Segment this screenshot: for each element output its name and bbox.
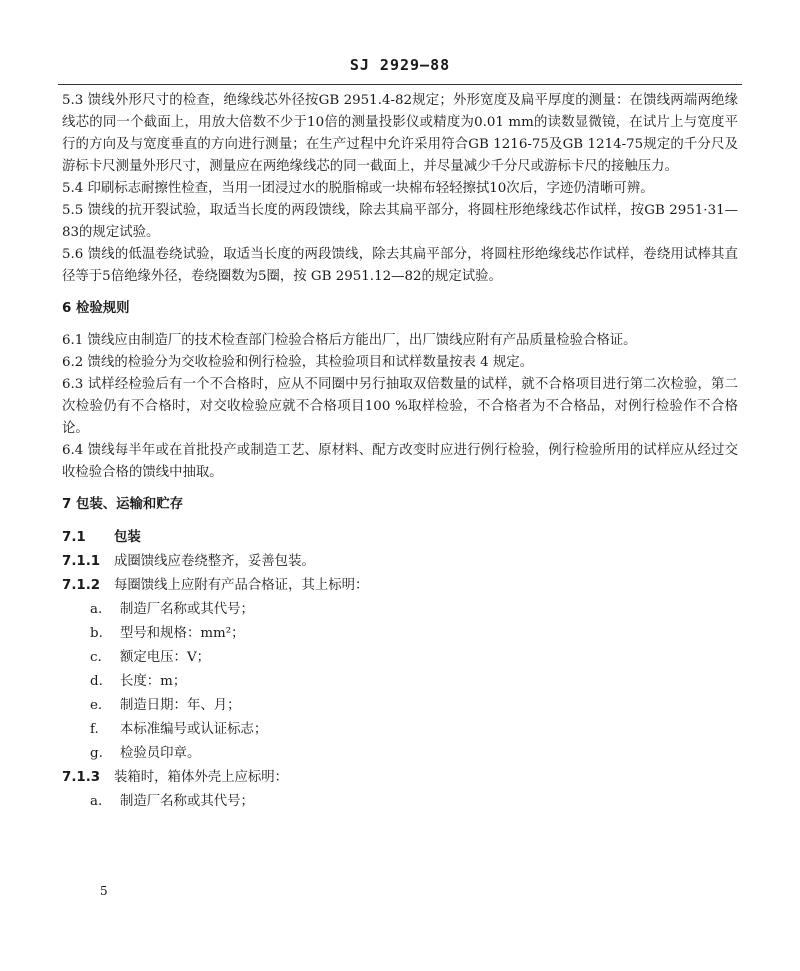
clause-7-1-2: [62, 574, 738, 598]
clause-text: 成圈馈线应卷绕整齐，妥善包装。: [114, 554, 315, 569]
section-7-heading: 7 包装、运输和贮存: [62, 497, 184, 512]
clause-6-1: 6.1 馈线应由制造厂的技术检查部门检验合格后方能出厂，出厂馈线应附有产品质量检验合格证。: [62, 333, 637, 348]
clause-text: 装箱时，箱体外壳上应标明：: [114, 770, 289, 785]
clause-7-1: [62, 526, 738, 550]
list-item: f. 本标准编号或认证标志；: [90, 722, 268, 737]
clause-7-1-3: [62, 766, 738, 790]
clause-number: 7.1.3: [62, 770, 101, 785]
document-header: SJ 2929—88: [349, 56, 451, 74]
list-item: a. 制造厂名称或其代号；: [90, 794, 254, 809]
clause-number: 7.1: [62, 530, 86, 545]
clause-5-6: 5.6 馈线的低温卷绕试验，取适当长度的两段馈线，除去其扁平部分，将圆柱形绝缘线芯作试样，卷绕用试棒其直径等于5倍绝缘外径，卷绕圈数为5圈，按 GB 2951.12—82的规定试验。: [62, 247, 738, 284]
page-content: [62, 90, 738, 814]
list-item: e. 制造日期：年、月；: [90, 698, 241, 713]
list-item: a. 制造厂名称或其代号；: [90, 602, 254, 617]
clause-5-4: 5.4 印刷标志耐擦性检查，当用一团浸过水的脱脂棉或一块棉布轻轻擦拭10次后，字迹仍清晰可辨。: [62, 181, 654, 196]
section-6-heading: 6 检验规则: [62, 301, 130, 316]
list-item: b. 型号和规格：mm²；: [90, 626, 245, 641]
page-number: 5: [100, 884, 108, 898]
header-rule: [58, 84, 742, 85]
clause-7-1-1: [62, 550, 738, 574]
clause-number: 7.1.2: [62, 578, 101, 593]
clause-text: 每圈馈线上应附有产品合格证，其上标明：: [114, 578, 369, 593]
list-item: c. 额定电压：V；: [90, 650, 211, 665]
list-item: g. 检验员印章。: [90, 746, 201, 761]
clause-5-3: 5.3 馈线外形尺寸的检查，绝缘线芯外径按GB 2951.4-82规定；外形宽度及扁平厚度的测量：在馈线两端两绝缘线芯的同一个截面上，用放大倍数不少于10倍的测量投影仪或精度为0.01 mm的读数显微镜，在试片上与宽度平行的方向及与宽度垂直的方向进行测量；在生产过程中允许采用符合GB 1216-75及GB 1214-75规定的千分尺及游标卡尺测量外形尺寸，测量应在两绝缘线芯的同一截面上，并尽量减少千分尺或游标卡尺的接触压力。: [62, 93, 738, 174]
clause-5-5: 5.5 馈线的抗开裂试验，取适当长度的两段馈线，除去其扁平部分，将圆柱形绝缘线芯作试样，按GB 2951·31—83的规定试验。: [62, 203, 738, 240]
clause-6-2: 6.2 馈线的检验分为交收检验和例行检验，其检验项目和试样数量按表 4 规定。: [62, 355, 534, 370]
clause-text: 包装: [114, 530, 141, 545]
clause-6-3: 6.3 试样经检验后有一个不合格时，应从不同圈中另行抽取双倍数量的试样，就不合格项目进行第二次检验，第二次检验仍有不合格时，对交收检验应就不合格项目100 %取样检验，不合格者为不合格品，对例行检验作不合格论。: [62, 377, 738, 436]
clause-number: 7.1.1: [62, 554, 101, 569]
list-item: d. 长度：m；: [90, 674, 187, 689]
clause-6-4: 6.4 馈线每半年或在首批投产或制造工艺、原材料、配方改变时应进行例行检验，例行检验所用的试样应从经过交收检验合格的馈线中抽取。: [62, 443, 738, 480]
